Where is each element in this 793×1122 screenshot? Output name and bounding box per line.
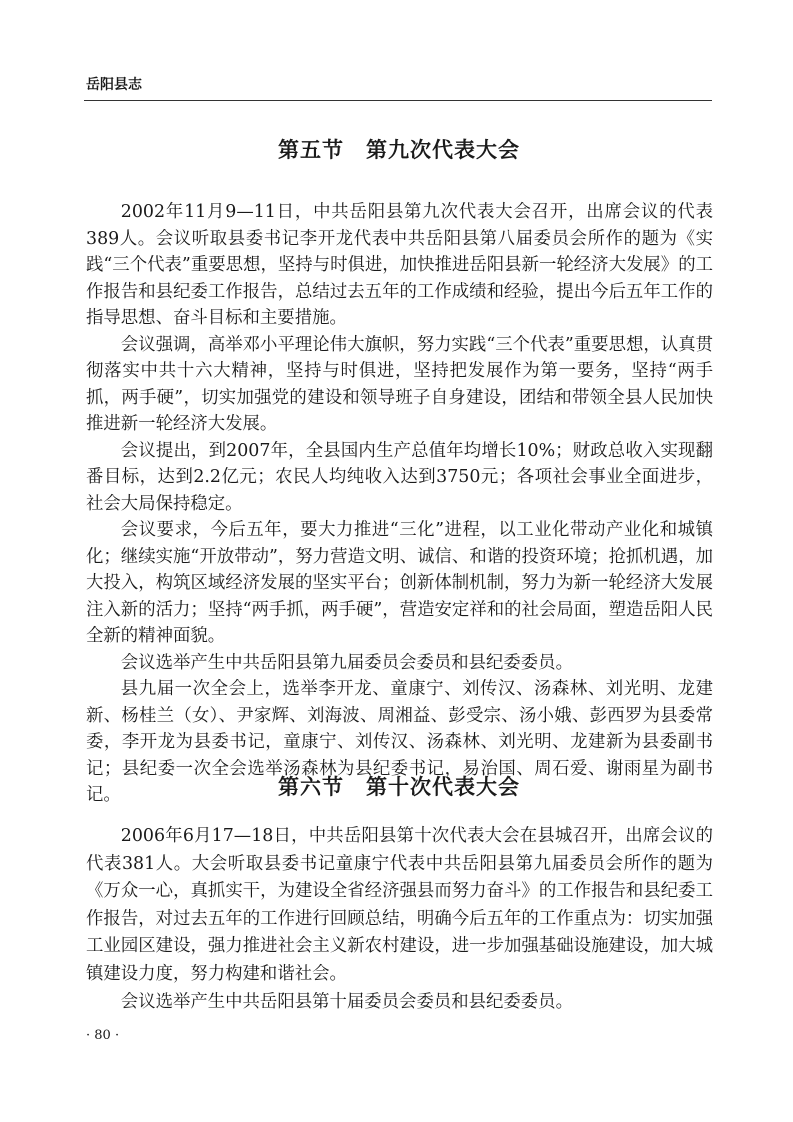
paragraph: 会议选举产生中共岳阳县第十届委员会委员和县纪委委员。 <box>120 991 573 1012</box>
paragraph: 会议要求，今后五年，要大力推进“三化”进程，以工业化带动产业化和城镇化；继续实施“开放带动”，努力营造文明、诚信、和谐的投资环境；抢抓机遇，加大投入，构筑区域经济发展的坚实平台；创新体制机制，努力为新一轮经济大发展注入新的活力；坚持“两手抓，两手硬”，营造安定祥和的社会局面，塑造岳阳人民全新的精神面貌。 <box>86 520 713 646</box>
page-number: · 80 · <box>86 1028 120 1043</box>
section-heading: 第九次代表大会 <box>366 138 520 162</box>
paragraph: 会议提出，到2007年，全县国内生产总值年均增长10%；财政总收入实现翻番目标，达到2.2亿元；农民人均纯收入达到3750元；各项社会事业全面进步，社会大局保持稳定。 <box>86 440 713 514</box>
section-6-body <box>86 823 713 1016</box>
paragraph: 2002年11月9—11日，中共岳阳县第九次代表大会召开，出席会议的代表389人。会议听取县委书记李开龙代表中共岳阳县第八届委员会所作的题为《实践“三个代表”重要思想，坚持与时俱进，加快推进岳阳县新一轮经济大发展》的工作报告和县纪委工作报告，总结过去五年的工作成绩和经验，提出今后五年工作的指导思想、奋斗目标和主要措施。 <box>86 202 713 328</box>
paragraph: 县九届一次全会上，选举李开龙、童康宁、刘传汉、汤森林、刘光明、龙建新、杨桂兰（女）、尹家辉、刘海波、周湘益、彭受宗、汤小娥、彭西罗为县委常委，李开龙为县委书记，童康宁、刘传汉、汤森林、刘光明、龙建新为县委副书记；县纪委一次全会选举汤森林为县纪委书记，易治国、周石爱、谢雨星为副书记。 <box>86 679 713 805</box>
section-number: 第五节 <box>278 138 344 162</box>
header-rule <box>84 100 712 101</box>
section-title-6 <box>86 771 712 801</box>
section-number: 第六节 <box>278 775 344 799</box>
section-heading: 第十次代表大会 <box>366 775 520 799</box>
section-5-body <box>86 199 713 809</box>
paragraph: 会议选举产生中共岳阳县第九届委员会委员和县纪委委员。 <box>120 652 573 673</box>
running-header-book-title: 岳阳县志 <box>86 77 142 93</box>
paragraph: 会议强调，高举邓小平理论伟大旗帜，努力实践“三个代表”重要思想，认真贯彻落实中共十六大精神，坚持与时俱进，坚持把发展作为第一要务，坚持“两手抓，两手硬”，切实加强党的建设和领导班子自身建设，团结和带领全县人民加快推进新一轮经济大发展。 <box>86 334 713 434</box>
section-title-5 <box>86 134 712 164</box>
paragraph: 2006年6月17—18日，中共岳阳县第十次代表大会在县城召开，出席会议的代表381人。大会听取县委书记童康宁代表中共岳阳县第九届委员会所作的题为《万众一心，真抓实干，为建设全省经济强县而努力奋斗》的工作报告和县纪委工作报告，对过去五年的工作进行回顾总结，明确今后五年的工作重点为：切实加强工业园区建设，强力推进社会主义新农村建设，进一步加强基础设施建设，加大城镇建设力度，努力构建和谐社会。 <box>86 826 713 984</box>
